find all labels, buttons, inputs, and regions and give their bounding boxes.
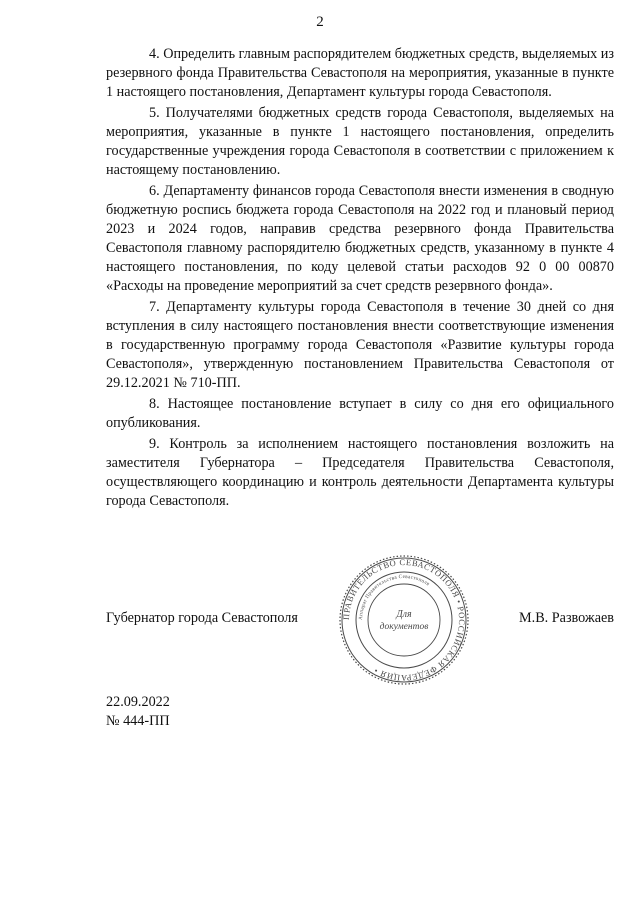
page-number: 2 [316,14,324,30]
paragraph-4: 4. Определить главным распорядителем бюджетных средств, выделяемых из резервного фонда Правительства Севастополя на мероприятия, указанные в пункте 1 настоящего постановления, Департамент культуры города Севастополя. [106,46,614,100]
seal-outer-text: ПРАВИТЕЛЬСТВО СЕВАСТОПОЛЯ • РОССИЙСКАЯ ФЕДЕРАЦИЯ • [340,556,468,684]
signature-row [106,610,614,632]
paragraph-6: 6. Департаменту финансов города Севастополя внести изменения в сводную бюджетную роспись бюджета города Севастополя на 2022 год и плановый период 2023 и 2024 годов, направив средства резервного фонда Правительства Севастополя главному распорядителю бюджетных средств, указанному в пункте 4 настоящего постановления, по коду целевой статьи расходов 92 0 00 00870 «Расходы на проведение мероприятий за счет средств резервного фонда». [106,183,614,294]
document-number: № 444-ПП [106,713,170,729]
document-date-number [106,693,170,731]
document-date: 22.09.2022 [106,694,170,710]
seal-inner-text: Аппарат Правительства Севастополя [357,573,431,621]
seal-center-line-2: документов [379,622,429,632]
signatory-name: М.В. Развожаев [519,610,614,626]
paragraph-7: 7. Департаменту культуры города Севастополя в течение 30 дней со дня вступления в силу настоящего постановления внести соответствующие изменения в государственную программу города Севастополя «Развитие культуры города Севастополя», утвержденную постановлением Правительства Севастополя от 29.12.2021 № 710-ПП. [106,299,614,391]
signatory-title: Губернатор города Севастополя [106,610,298,626]
paragraph-9: 9. Контроль за исполнением настоящего постановления возложить на заместителя Губернатора – Председателя Правительства Севастополя, осуществляющего координацию и контроль деятельности Департамента культуры города Севастополя. [106,436,614,509]
document-body [106,45,614,513]
seal-center-line-1: Для [396,609,412,620]
paragraph-8: 8. Настоящее постановление вступает в силу со дня его официального опубликования. [106,396,614,431]
paragraph-5: 5. Получателями бюджетных средств города Севастополя, выделяемых на мероприятия, указанные в пункте 1 настоящего постановления, определить государственные учреждения города Севастополя в соответствии с приложением к настоящему постановлению. [106,105,614,178]
